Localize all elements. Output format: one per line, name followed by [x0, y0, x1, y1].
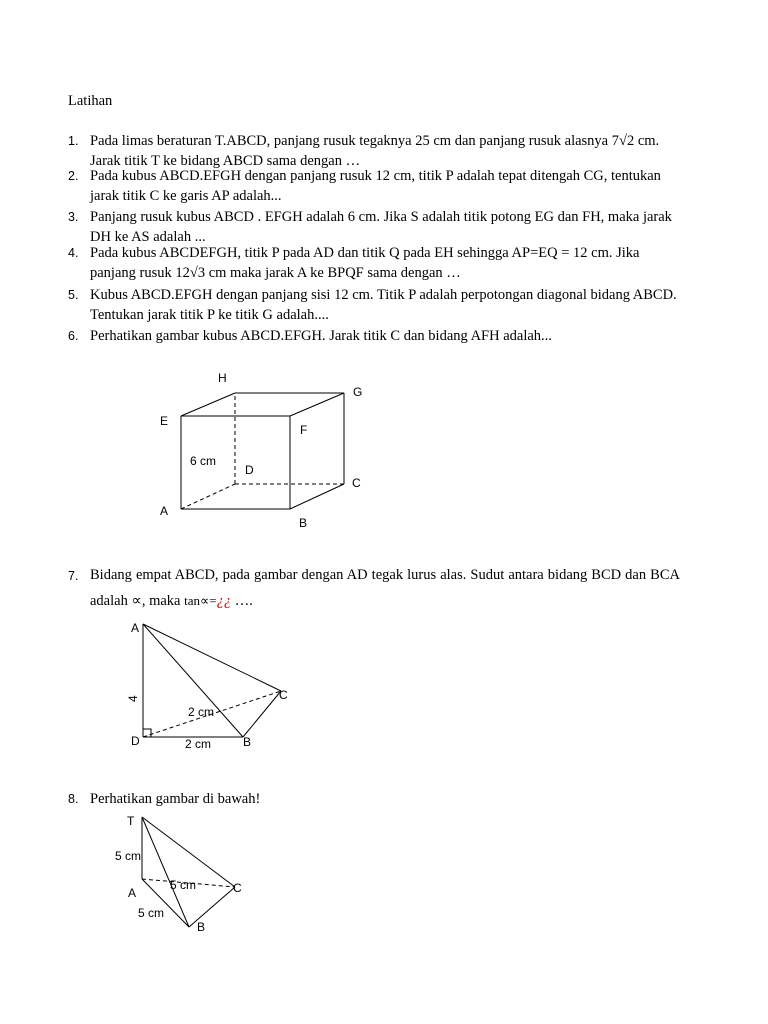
edge-fg — [290, 393, 344, 416]
question-6 — [68, 326, 680, 346]
question-number: 2. — [68, 169, 79, 183]
edge-ac — [143, 624, 281, 691]
tan-formula: tan∝= — [184, 593, 217, 608]
label-dc-length: 2 cm — [188, 705, 215, 719]
label-t: T — [127, 814, 135, 828]
right-angle-mark — [143, 729, 151, 737]
question-text: Perhatikan gambar di bawah! — [90, 791, 261, 807]
label-b: B — [299, 516, 308, 530]
question-number: 5. — [68, 288, 79, 302]
question-1 — [68, 131, 680, 171]
question-text: Perhatikan gambar kubus ABCD.EFGH. Jarak titik C dan bidang AFH adalah... — [90, 328, 552, 344]
question-2 — [68, 166, 680, 206]
label-c: C — [352, 476, 361, 490]
page-title: Latihan — [68, 93, 113, 109]
question-text: Pada kubus ABCDEFGH, titik P pada AD dan titik Q pada EH sehingga AP=EQ = 12 cm. Jika panjang rusuk 12√3 cm maka jarak A ke BPQF sama dengan … — [90, 245, 640, 281]
label-db-length: 2 cm — [185, 737, 212, 751]
question-text: Panjang rusuk kubus ABCD . EFGH adalah 6 cm. Jika S adalah titik potong EG dan FH, maka jarak DH ke AS adalah ... — [90, 209, 672, 245]
edge-bc — [243, 691, 281, 737]
edge-eh — [181, 393, 235, 416]
question-number: 7. — [68, 569, 79, 583]
question-3 — [68, 207, 680, 247]
pyramid-figure — [110, 810, 260, 940]
label-e: E — [160, 414, 169, 428]
question-4 — [68, 243, 680, 283]
tetrahedron-figure — [120, 615, 300, 755]
formula-error: ¿¿ — [216, 593, 232, 609]
question-text-end: …. — [231, 593, 253, 609]
question-text: Pada limas beraturan T.ABCD, panjang rusuk tegaknya 25 cm dan panjang rusuk alasnya 7√2 cm. Jarak titik T ke bidang ABCD sama dengan … — [90, 133, 660, 169]
label-ab-length: 5 cm — [138, 906, 165, 920]
question-7 — [68, 562, 680, 614]
edge-ad — [181, 484, 235, 509]
label-ta-length: 5 cm — [115, 849, 142, 863]
label-edge-length: 6 cm — [190, 454, 217, 468]
edge-tc — [142, 817, 235, 887]
question-number: 8. — [68, 792, 79, 806]
question-text: Kubus ABCD.EFGH dengan panjang sisi 12 cm. Titik P adalah perpotongan diagonal bidang ABCD. Tentukan jarak titik P ke titik G adalah.... — [90, 287, 677, 323]
label-h: H — [218, 371, 227, 385]
label-c: C — [279, 688, 288, 702]
edge-bc — [189, 887, 235, 927]
label-d: D — [131, 734, 140, 748]
question-8 — [68, 789, 680, 809]
question-text-main: Bidang empat ABCD, pada gambar dengan AD tegak lurus alas. Sudut antara bidang BCD dan BCA adalah ∝, maka — [90, 567, 680, 609]
cube-figure — [150, 365, 380, 535]
question-number: 4. — [68, 246, 79, 260]
label-b: B — [243, 735, 252, 749]
label-f: F — [300, 423, 308, 437]
question-5 — [68, 285, 680, 325]
question-number: 6. — [68, 329, 79, 343]
label-a: A — [160, 504, 169, 518]
label-g: G — [353, 385, 363, 399]
question-text: Pada kubus ABCD.EFGH dengan panjang rusuk 12 cm, titik P adalah tepat ditengah CG, tentukan jarak titik C ke garis AP adalah... — [90, 168, 661, 204]
label-d: D — [245, 463, 254, 477]
question-number: 3. — [68, 210, 79, 224]
label-b: B — [197, 920, 206, 934]
edge-bc — [290, 484, 344, 509]
label-ac-length: 5 cm — [170, 878, 197, 892]
label-ad-length: 4 — [126, 695, 140, 702]
label-a: A — [128, 886, 137, 900]
question-number: 1. — [68, 134, 79, 148]
label-c: C — [233, 881, 242, 895]
question-text — [90, 562, 680, 614]
label-a: A — [131, 621, 140, 635]
